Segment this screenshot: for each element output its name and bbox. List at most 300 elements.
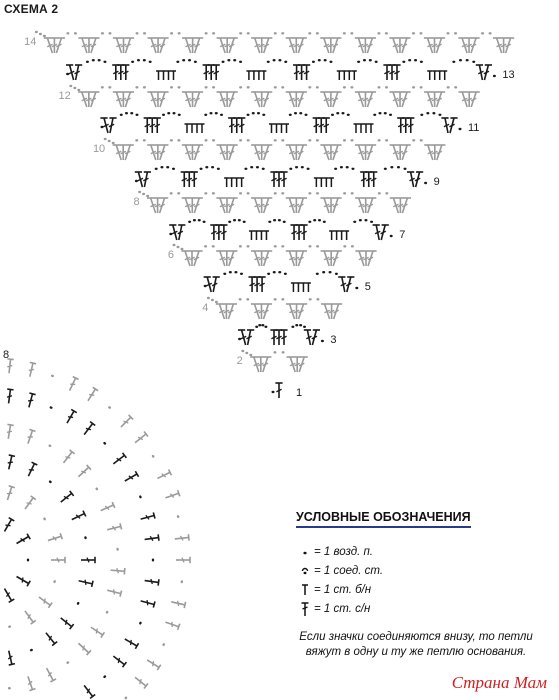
double-crochet bbox=[100, 118, 108, 133]
single-crochet bbox=[171, 71, 176, 80]
single-crochet bbox=[156, 71, 161, 80]
chain-stitch bbox=[211, 299, 214, 301]
chain-stitch bbox=[459, 128, 462, 130]
chain-stitch bbox=[247, 32, 250, 34]
chain-stitch bbox=[155, 168, 158, 170]
chain-stitch bbox=[278, 59, 281, 61]
round-motif-row-label: 8 bbox=[3, 349, 10, 361]
double-crochet bbox=[280, 172, 287, 187]
motif-stitch bbox=[51, 374, 55, 377]
motif-stitch bbox=[139, 621, 142, 625]
double-crochet bbox=[280, 330, 287, 345]
double-crochet bbox=[122, 65, 129, 80]
chain-stitch bbox=[170, 86, 173, 88]
chain-stitch bbox=[318, 219, 321, 221]
motif-stitch bbox=[152, 559, 154, 562]
single-crochet bbox=[329, 178, 334, 187]
chain-stitch bbox=[205, 86, 208, 88]
chain-stitch bbox=[454, 86, 457, 88]
chain-stitch bbox=[274, 139, 277, 141]
chain-stitch bbox=[299, 324, 302, 326]
motif-top bbox=[153, 512, 155, 518]
motif-ring bbox=[6, 455, 95, 665]
single-crochet bbox=[251, 71, 256, 80]
single-crochet bbox=[324, 178, 329, 187]
chart-row bbox=[100, 112, 479, 134]
chain-stitch bbox=[438, 114, 441, 116]
chain-stitch bbox=[281, 139, 284, 141]
motif-top bbox=[9, 664, 15, 665]
chain-stitch bbox=[350, 86, 353, 88]
chain-stitch bbox=[95, 487, 99, 491]
single-crochet bbox=[254, 231, 259, 240]
chain-stitch bbox=[103, 61, 106, 63]
chain-stitch bbox=[312, 61, 315, 63]
double-crochet bbox=[333, 145, 342, 160]
chain-stitch bbox=[241, 350, 244, 352]
chain-stitch bbox=[404, 168, 407, 170]
chain-stitch bbox=[239, 61, 242, 63]
double-crochet bbox=[320, 38, 329, 53]
double-crochet bbox=[182, 92, 191, 107]
double-crochet bbox=[215, 225, 222, 240]
chain-stitch bbox=[239, 32, 242, 34]
chain-stitch bbox=[308, 192, 311, 194]
chain-stitch bbox=[489, 32, 492, 34]
motif-stitch bbox=[5, 424, 14, 439]
motif-stitch bbox=[177, 515, 180, 518]
motif-top bbox=[9, 486, 15, 488]
chain-stitch bbox=[66, 32, 69, 34]
chain-stitch bbox=[316, 139, 319, 141]
chain-stitch bbox=[76, 602, 79, 606]
chain-stitch bbox=[43, 517, 47, 521]
chain-stitch bbox=[247, 139, 250, 141]
chain-stitch bbox=[120, 114, 123, 116]
chain-stitch bbox=[211, 166, 214, 168]
motif-bar bbox=[57, 558, 59, 563]
motif-stitch bbox=[123, 636, 138, 649]
double-crochet bbox=[229, 92, 238, 107]
motif-bar bbox=[182, 558, 184, 563]
chain-stitch bbox=[412, 32, 415, 34]
double-crochet bbox=[149, 118, 156, 133]
double-crochet bbox=[298, 65, 305, 80]
double-crochet bbox=[298, 38, 307, 53]
chain-stitch bbox=[412, 139, 415, 141]
chain-stitch bbox=[212, 245, 215, 247]
double-crochet bbox=[390, 145, 399, 160]
motif-ring bbox=[6, 359, 190, 700]
single-crochet bbox=[344, 231, 349, 240]
motif-top bbox=[178, 624, 180, 630]
chain-stitch bbox=[420, 139, 423, 141]
double-crochet bbox=[389, 38, 398, 53]
chain-stitch bbox=[364, 219, 367, 221]
motif-stitch bbox=[95, 487, 99, 491]
motif-stitch bbox=[6, 650, 15, 665]
chain-stitch bbox=[321, 340, 324, 342]
double-crochet bbox=[113, 38, 122, 53]
double-crochet bbox=[459, 92, 468, 107]
double-crochet bbox=[368, 251, 377, 266]
motif-stitch bbox=[25, 462, 37, 477]
chain-stitch bbox=[212, 192, 215, 194]
chain-stitch bbox=[420, 86, 423, 88]
motif-top bbox=[158, 534, 159, 540]
chain-stitch bbox=[228, 221, 231, 223]
double-crochet bbox=[213, 65, 220, 80]
chain-stitch bbox=[384, 168, 387, 170]
chain-stitch bbox=[390, 166, 393, 168]
single-crochet bbox=[246, 71, 251, 80]
double-crochet bbox=[247, 330, 255, 345]
chain-stitch bbox=[378, 139, 381, 141]
chain-stitch bbox=[204, 114, 207, 116]
double-crochet bbox=[160, 92, 169, 107]
chain-stitch bbox=[212, 86, 215, 88]
single-crochet bbox=[229, 178, 234, 187]
single-crochet bbox=[334, 231, 339, 240]
chain-stitch bbox=[472, 61, 475, 63]
motif-stitch bbox=[140, 598, 155, 608]
row-number-label: 9 bbox=[433, 176, 440, 188]
chain-stitch bbox=[98, 59, 101, 61]
chain-stitch bbox=[397, 166, 400, 168]
chain-stitch bbox=[204, 139, 207, 141]
motif-stitch bbox=[139, 495, 142, 499]
chain-stitch bbox=[139, 621, 142, 625]
chain-stitch bbox=[143, 86, 146, 88]
chain-stitch bbox=[200, 168, 203, 170]
motif-stitch bbox=[111, 453, 126, 467]
single-crochet bbox=[301, 283, 306, 292]
double-crochet bbox=[216, 198, 225, 213]
chain-stitch bbox=[385, 192, 388, 194]
motif-top bbox=[124, 568, 125, 574]
chain-stitch bbox=[278, 219, 281, 221]
double-crochet bbox=[229, 198, 238, 213]
double-crochet bbox=[238, 330, 246, 345]
motif-stitch bbox=[67, 377, 79, 392]
motif-stitch bbox=[89, 625, 104, 638]
single-crochet bbox=[256, 71, 261, 80]
motif-stitch bbox=[133, 432, 148, 446]
double-crochet bbox=[338, 277, 346, 292]
motif-stitch bbox=[116, 548, 119, 551]
chain-stitch bbox=[49, 406, 53, 409]
motif-ring bbox=[5, 389, 159, 698]
motif-stitch bbox=[53, 580, 56, 584]
double-crochet bbox=[333, 92, 342, 107]
double-crochet bbox=[113, 145, 122, 160]
chain-stitch bbox=[329, 271, 332, 273]
single-crochet bbox=[264, 231, 269, 240]
double-crochet bbox=[355, 92, 364, 107]
chain-stitch bbox=[274, 298, 277, 300]
chain-stitch bbox=[308, 32, 311, 34]
round-motif-fragment bbox=[2, 359, 190, 700]
chain-stitch bbox=[303, 326, 306, 328]
legend-item-slip bbox=[296, 561, 546, 580]
chain-stitch bbox=[223, 273, 226, 275]
legend-item-text: = 1 возд. п. bbox=[314, 545, 374, 558]
double-crochet bbox=[251, 38, 260, 53]
double-crochet bbox=[320, 92, 329, 107]
motif-stitch bbox=[133, 675, 148, 689]
chain-stitch bbox=[139, 495, 142, 499]
double-crochet bbox=[251, 198, 260, 213]
chain-stitch bbox=[357, 61, 360, 63]
chain-stitch bbox=[247, 245, 250, 247]
motif-stitch bbox=[99, 502, 114, 513]
motif-stitch bbox=[124, 696, 128, 700]
motif-top bbox=[7, 389, 13, 390]
chain-stitch bbox=[135, 86, 138, 88]
motif-top bbox=[60, 533, 62, 539]
double-crochet bbox=[91, 38, 100, 53]
motif-stitch bbox=[145, 657, 160, 670]
chain-stitch bbox=[420, 114, 423, 116]
chain-stitch bbox=[309, 298, 312, 300]
legend-item-sc bbox=[296, 580, 546, 599]
single-crochet bbox=[347, 71, 352, 80]
chain-stitch bbox=[432, 112, 435, 114]
chain-stitch bbox=[377, 32, 380, 34]
chain-stitch bbox=[294, 112, 297, 114]
slip-stitch-icon bbox=[296, 565, 314, 577]
chain-stitch bbox=[273, 271, 276, 273]
double-crochet bbox=[300, 225, 307, 240]
chain-stitch bbox=[86, 61, 89, 63]
double-crochet bbox=[147, 198, 156, 213]
motif-top bbox=[184, 602, 185, 608]
motif-stitch bbox=[78, 578, 93, 587]
chain-stitch bbox=[282, 351, 285, 353]
chart-row bbox=[133, 191, 411, 213]
chain-stitch bbox=[125, 112, 128, 114]
double-crochet bbox=[355, 145, 364, 160]
chain-stitch bbox=[252, 112, 255, 114]
double-crochet bbox=[323, 118, 330, 133]
motif-stitch bbox=[4, 486, 14, 501]
double-crochet bbox=[476, 65, 484, 80]
chain-stitch bbox=[343, 32, 346, 34]
chain-stitch bbox=[316, 192, 319, 194]
double-crochet bbox=[298, 304, 307, 319]
single-crochet bbox=[427, 71, 432, 80]
chain-stitch bbox=[177, 192, 180, 194]
double-crochet bbox=[113, 92, 122, 107]
motif-stitch bbox=[144, 577, 159, 585]
chain-stitch bbox=[273, 219, 276, 221]
chain-stitch bbox=[8, 687, 11, 690]
double-crochet bbox=[264, 145, 273, 160]
motif-ring bbox=[2, 518, 31, 603]
motif-stitch bbox=[2, 587, 15, 602]
motif-stitch bbox=[108, 406, 112, 410]
double-crochet bbox=[258, 277, 265, 292]
chain-stitch bbox=[162, 114, 165, 116]
double-crochet bbox=[333, 251, 342, 266]
single-crochet bbox=[359, 124, 364, 133]
motif-stitch bbox=[25, 675, 36, 690]
double-crochet bbox=[286, 251, 295, 266]
chain-stitch bbox=[177, 139, 180, 141]
chain-stitch bbox=[204, 245, 207, 247]
double-crochet bbox=[251, 251, 260, 266]
motif-stitch bbox=[5, 389, 13, 404]
double-crochet bbox=[250, 357, 259, 372]
double-crochet bbox=[402, 38, 411, 53]
chain-stitch bbox=[182, 59, 185, 61]
chain-stitch bbox=[149, 61, 152, 63]
chain-stitch bbox=[48, 480, 52, 484]
chain-stitch bbox=[39, 33, 42, 35]
motif-top bbox=[158, 579, 159, 585]
chain-stitch bbox=[229, 271, 232, 273]
chain-stitch bbox=[363, 59, 366, 61]
motif-stitch bbox=[156, 469, 171, 481]
motif-top bbox=[29, 689, 35, 691]
double-crochet bbox=[367, 38, 376, 53]
chart-row bbox=[237, 350, 308, 372]
double-crochet bbox=[117, 65, 124, 80]
chart-row bbox=[204, 271, 371, 293]
chain-stitch bbox=[289, 114, 292, 116]
single-crochet bbox=[442, 71, 447, 80]
chain-stitch bbox=[143, 32, 146, 34]
double-crochet bbox=[471, 38, 480, 53]
double-crochet bbox=[286, 304, 295, 319]
double-crochet bbox=[229, 145, 238, 160]
chain-stitch bbox=[66, 73, 69, 75]
chain-stitch bbox=[239, 245, 242, 247]
double-crochet bbox=[390, 198, 399, 213]
double-crochet bbox=[44, 38, 53, 53]
chain-stitch bbox=[246, 298, 249, 300]
chain-stitch bbox=[466, 59, 469, 61]
motif-stitch bbox=[106, 587, 121, 597]
chain-stitch bbox=[152, 559, 154, 562]
chain-stitch bbox=[124, 696, 128, 700]
chain-stitch bbox=[142, 193, 145, 195]
chart-row bbox=[93, 138, 445, 160]
row-number-label: 4 bbox=[202, 302, 209, 314]
row-number-label: 3 bbox=[330, 334, 337, 346]
chain-stitch bbox=[240, 273, 243, 275]
row-number-label: 10 bbox=[92, 143, 106, 155]
double-crochet bbox=[238, 118, 245, 133]
chain-stitch bbox=[205, 32, 208, 34]
double-crochet bbox=[298, 251, 307, 266]
chain-stitch bbox=[53, 580, 56, 584]
double-crochet bbox=[143, 172, 151, 187]
chain-stitch bbox=[316, 32, 319, 34]
chain-stitch bbox=[284, 61, 287, 63]
motif-stitch bbox=[164, 619, 179, 630]
double-crochet bbox=[178, 225, 186, 240]
chain-stitch bbox=[178, 86, 181, 88]
double-crochet bbox=[147, 92, 156, 107]
chain-stitch bbox=[419, 32, 422, 34]
chain-stitch bbox=[355, 287, 358, 289]
double-crochet bbox=[109, 118, 117, 133]
chain-stitch bbox=[178, 114, 181, 116]
chain-stitch bbox=[329, 61, 332, 63]
double-crochet bbox=[402, 198, 411, 213]
single-crochet bbox=[369, 124, 374, 133]
chain-stitch bbox=[454, 32, 457, 34]
chain-stitch bbox=[247, 192, 250, 194]
motif-stitch bbox=[8, 625, 12, 628]
chain-stitch bbox=[261, 324, 264, 326]
chain-stitch bbox=[84, 536, 87, 539]
double-crochet bbox=[253, 277, 260, 292]
chain-stitch bbox=[323, 221, 326, 223]
double-crochet bbox=[217, 92, 226, 107]
double-crochet bbox=[75, 65, 83, 80]
chain-stitch bbox=[370, 221, 373, 223]
single-crochet bbox=[437, 71, 442, 80]
chain-stitch bbox=[146, 195, 149, 197]
double-crochet bbox=[321, 304, 330, 319]
double-crochet bbox=[216, 145, 225, 160]
motif-stitch bbox=[144, 534, 159, 542]
motif-stitch bbox=[61, 450, 75, 465]
chain-stitch bbox=[262, 114, 265, 116]
double-crochet bbox=[275, 172, 282, 187]
double-crochet bbox=[424, 38, 433, 53]
chain-stitch bbox=[69, 85, 72, 87]
motif-stitch bbox=[44, 667, 56, 682]
single-crochet bbox=[329, 231, 334, 240]
chain-stitch bbox=[188, 221, 191, 223]
double-crochet bbox=[334, 304, 343, 319]
chain-stitch bbox=[135, 180, 138, 182]
motif-stitch bbox=[76, 602, 79, 606]
chain-stitch bbox=[176, 61, 179, 63]
chain-stitch bbox=[108, 32, 111, 34]
double-crochet bbox=[275, 330, 282, 345]
chain-stitch bbox=[220, 114, 223, 116]
double-crochet bbox=[125, 92, 134, 107]
chain-stitch bbox=[385, 86, 388, 88]
legend bbox=[296, 508, 546, 660]
single-crochet bbox=[342, 71, 347, 80]
chain-stitch bbox=[227, 59, 230, 61]
chain-stitch bbox=[77, 89, 80, 91]
chain-stitch bbox=[281, 245, 284, 247]
double-crochet bbox=[333, 198, 342, 213]
double-crochet bbox=[424, 145, 433, 160]
double-crochet bbox=[402, 145, 411, 160]
chain-stitch bbox=[238, 219, 241, 221]
double-crochet bbox=[458, 38, 467, 53]
motif-top bbox=[153, 601, 155, 607]
chain-stitch bbox=[233, 59, 236, 61]
chain-stitch bbox=[170, 139, 173, 141]
chain-stitch bbox=[353, 221, 356, 223]
double-crochet bbox=[194, 145, 203, 160]
chain-stitch bbox=[104, 138, 107, 140]
motif-top bbox=[188, 534, 189, 540]
chain-stitch bbox=[204, 192, 207, 194]
chain-stitch bbox=[137, 59, 140, 61]
motif-stitch bbox=[59, 615, 74, 629]
chain-stitch bbox=[369, 59, 372, 61]
double-crochet bbox=[355, 38, 364, 53]
